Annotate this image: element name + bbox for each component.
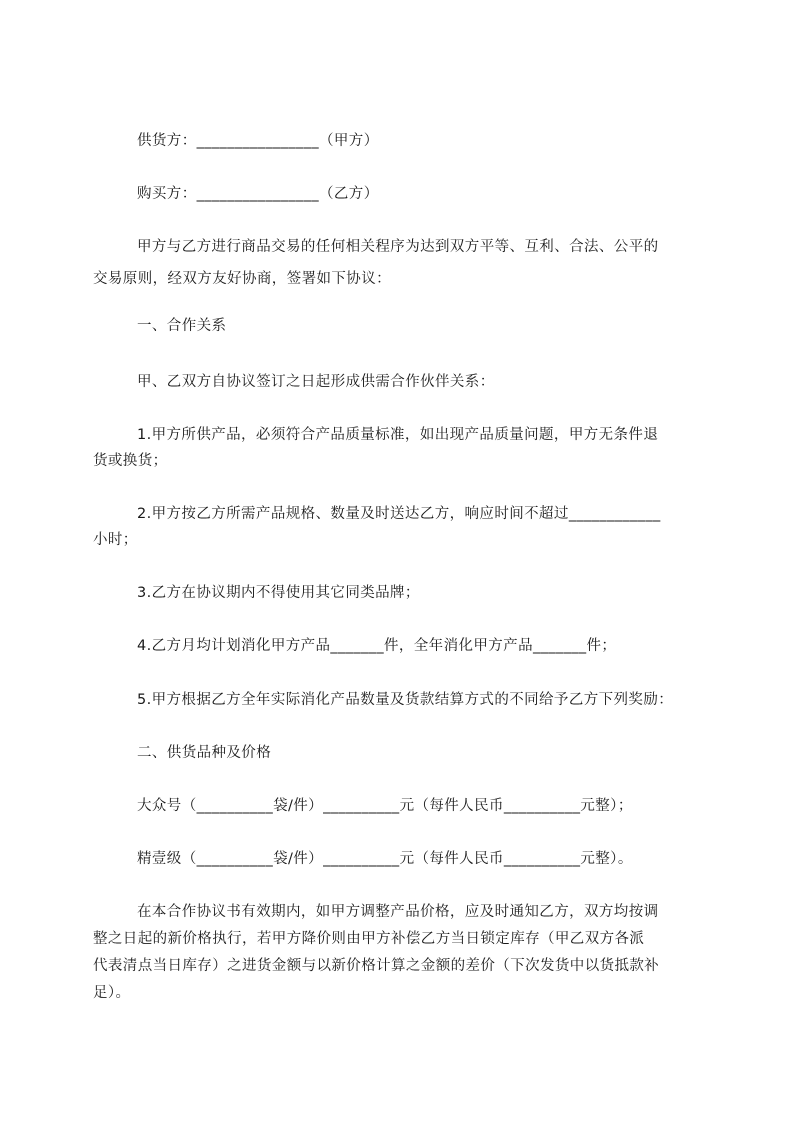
- price-line-premium: 精壹级（__________袋/件）__________元（每件人民币__________元整）。: [137, 851, 633, 867]
- price-adjust-line-4: 足）。: [93, 985, 131, 1001]
- clause-1-line-2: 货或换货；: [93, 453, 168, 469]
- price-adjust-line-2: 整之日起的新价格执行，若甲方降价则由甲方补偿乙方当日锁定库存（甲乙双方各派: [93, 931, 645, 947]
- clause-2-line-1: 2.甲方按乙方所需产品规格、数量及时送达乙方，响应时间不超过____________: [137, 506, 661, 522]
- clause-5: 5.甲方根据乙方全年实际消化产品数量及货款结算方式的不同给予乙方下列奖励：: [137, 692, 674, 708]
- clause-4: 4.乙方月均计划消化甲方产品_______件，全年消化甲方产品_______件；: [137, 638, 617, 654]
- section-1-intro: 甲、乙双方自协议签订之日起形成供需合作伙伴关系：: [137, 374, 495, 390]
- buyer-line: 购买方：________________（乙方）: [137, 186, 379, 202]
- section-1-heading: 一、合作关系: [137, 318, 227, 334]
- clause-3: 3.乙方在协议期内不得使用其它同类品牌；: [137, 585, 420, 601]
- section-2-heading: 二、供货品种及价格: [137, 745, 272, 761]
- clause-1-line-1: 1.甲方所供产品，必须符合产品质量标准，如出现产品质量问题，甲方无条件退: [137, 427, 659, 443]
- intro-paragraph-line-1: 甲方与乙方进行商品交易的任何相关程序为达到双方平等、互利、合法、公平的: [137, 239, 659, 255]
- intro-paragraph-line-2: 交易原则，经双方友好协商，签署如下协议：: [93, 271, 391, 287]
- price-adjust-line-3: 代表清点当日库存）之进货金额与以新价格计算之金额的差价（下次发货中以货抵款补: [93, 958, 660, 974]
- price-adjust-line-1: 在本合作协议书有效期内，如甲方调整产品价格，应及时通知乙方，双方均按调: [137, 904, 659, 920]
- supplier-line: 供货方：________________（甲方）: [137, 133, 379, 149]
- price-line-standard: 大众号（__________袋/件）__________元（每件人民币__________元整）；: [137, 798, 633, 814]
- clause-2-line-2: 小时；: [93, 532, 138, 548]
